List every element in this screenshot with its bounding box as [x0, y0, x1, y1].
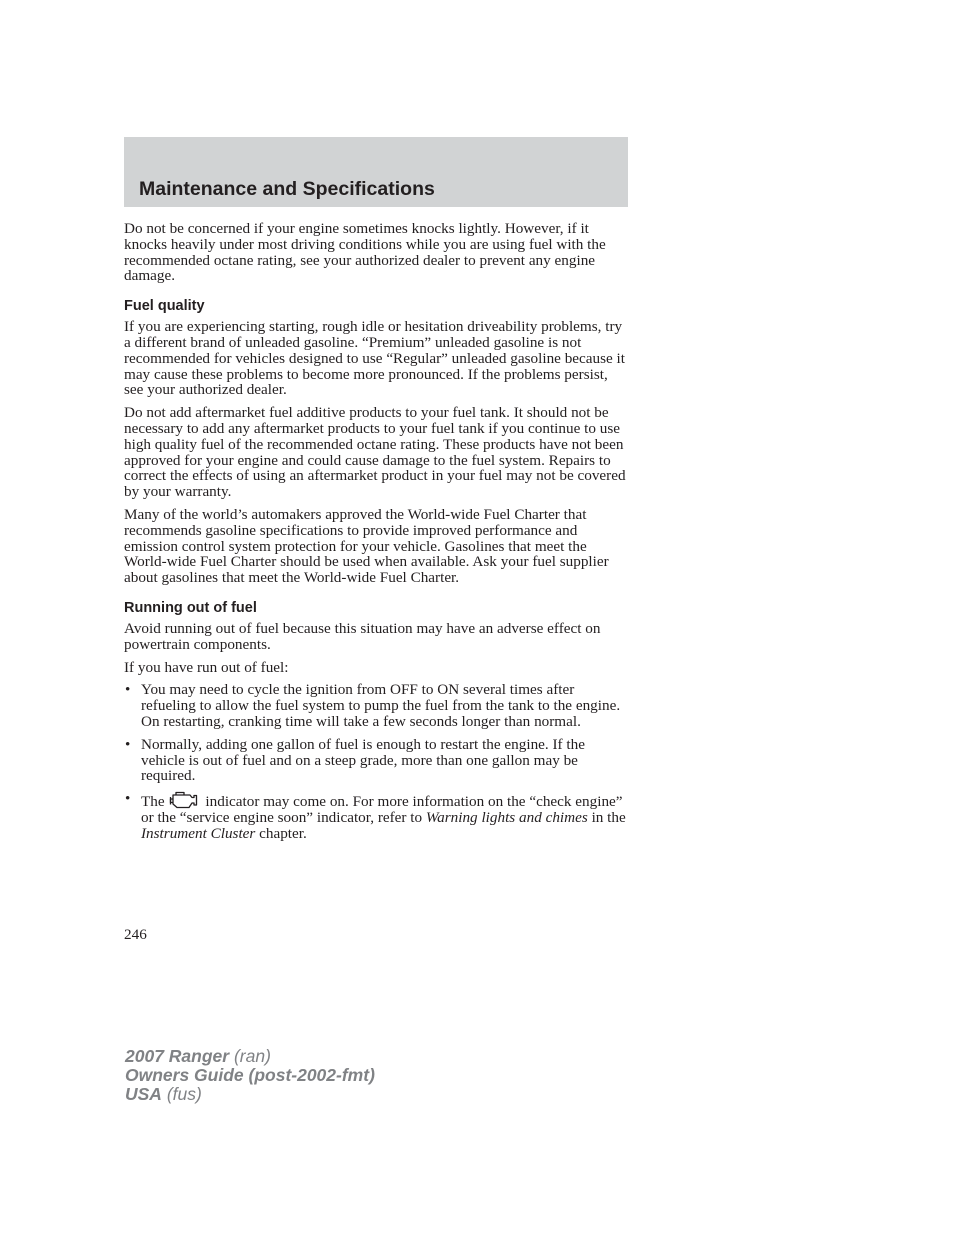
warning-lights-reference: Warning lights and chimes [425, 808, 588, 826]
running-out-heading: Running out of fuel [124, 599, 257, 616]
section-title: Maintenance and Specifications [139, 178, 435, 200]
instrument-cluster-reference: Instrument Cluster [141, 824, 256, 842]
page-number: 246 [124, 926, 147, 943]
fuel-quality-heading: Fuel quality [124, 298, 205, 315]
check-engine-icon [169, 791, 199, 809]
intro-paragraph: Do not be concerned if your engine sometimes knocks lightly. However, if it knocks heavily under most driving conditions while you are using fuel with the recommended octane rating, see your authorized dealer to prevent any engine damage. [124, 220, 606, 285]
fuel-quality-paragraph: Many of the world’s automakers approved the World-wide Fuel Charter that recommends gasoline specifications to provide improved performance and emission control system protection for your vehicle. Gasolines that meet the World-wide Fuel Charter should be used when available. Ask your fuel supplier about gasolines that meet the World-wide Fuel Charter. [124, 505, 609, 587]
footer-line: USA (fus) [125, 1084, 202, 1104]
section-header [124, 137, 628, 207]
running-out-paragraph: If you have run out of fuel: [124, 658, 289, 676]
fuel-quality-paragraph: Do not add aftermarket fuel additive products to your fuel tank. It should not be necessary to add any aftermarket products to your fuel tank if you continue to use high quality fuel of the recommended octane rating. These products have not been approved for your engine and could cause damage to the fuel system. Repairs to correct the effects of using an aftermarket product in your fuel may not be covered by your warranty. [124, 404, 626, 501]
running-out-list [124, 682, 630, 841]
list-item: • Normally, adding one gallon of fuel is enough to restart the engine. If the vehicle is out of fuel and on a steep grade, more than one gallon may be required. [124, 737, 630, 784]
document-footer [125, 1047, 375, 1104]
list-item: • You may need to cycle the ignition from OFF to ON several times after refueling to allow the fuel system to pump the fuel from the tank to the engine. On restarting, cranking time will take a few seconds longer than normal. [124, 682, 630, 729]
list-item: • The indicator may come on. For more information on the “check engine” or the “service engine soon” indicator, refer to Warning lights and chimes in the Instrument Cluster chapter. [124, 791, 630, 841]
footer-line: Owners Guide (post-2002-fmt) [125, 1065, 375, 1085]
page-content [124, 221, 630, 849]
running-out-paragraph: Avoid running out of fuel because this situation may have an adverse effect on powertrain components. [124, 619, 601, 653]
fuel-quality-paragraph: If you are experiencing starting, rough idle or hesitation driveability problems, try a different brand of unleaded gasoline. “Premium” unleaded gasoline is not recommended for vehicles designed to use “Regular” unleaded gasoline because it may cause these problems to become more pronounced. If the problems persist, see your authorized dealer. [124, 318, 625, 399]
footer-line: 2007 Ranger (ran) [125, 1046, 271, 1066]
